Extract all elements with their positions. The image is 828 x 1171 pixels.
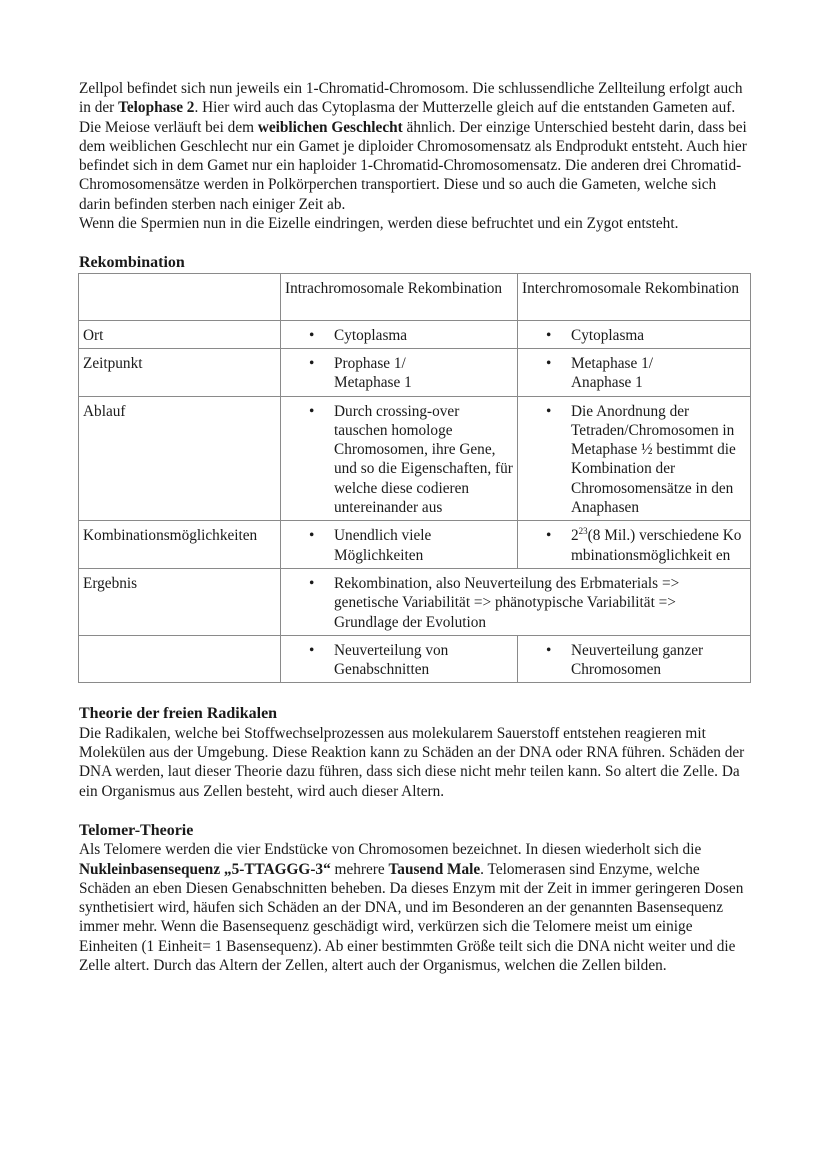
list-item: • Die Anordnung der Tetraden/Chromosomen in Metaphase ½ bestimmt die Kombination der Chromosomensätze in den Anaphasen [571, 402, 749, 518]
list-item: • Prophase 1/ Metaphase 1 [334, 354, 429, 393]
table-row [79, 320, 751, 348]
table-row [79, 521, 751, 569]
exponent: 23 [578, 526, 588, 537]
row-label: Kombinationsmöglichkeiten [79, 521, 281, 569]
row-label [79, 635, 281, 683]
list-item: • Rekombination, also Neuverteilung des Erbmaterials => genetische Variabilität => phänotypische Variabilität => Grundlage der Evolution [334, 574, 729, 632]
table-row [79, 568, 751, 635]
heading-radikale: Theorie der freien Radikalen [79, 705, 278, 723]
list-item: • Neuverteilung von Genabschnitten [334, 641, 474, 680]
row-label: Ablauf [79, 396, 281, 521]
document-page [79, 79, 751, 975]
heading-rekombination: Rekombination [79, 254, 185, 272]
header-cell-empty [79, 273, 281, 320]
row-label: Zeitpunkt [79, 348, 281, 396]
table-row [79, 348, 751, 396]
intro-paragraph-telophase: Zellpol befindet sich nun jeweils ein 1-Chromatid-Chromosom. Die schlussendliche Zellteilung erfolgt auch in der Telophase 2. Hier wird auch das Cytoplasma der Mutterzelle gleich auf die entstanden Gameten auf. [79, 80, 743, 117]
heading-telomer: Telomer-Theorie [79, 821, 194, 839]
rekombination-table [78, 273, 751, 684]
header-cell-intra: Intrachromosomale Rekombination [281, 273, 518, 320]
row-label: Ort [79, 320, 281, 348]
list-item: • Durch crossing-over tauschen homologe Chromosomen, ihre Gene, und so die Eigenschaften, für welche diese codieren untereinander aus [334, 402, 513, 518]
list-item: • Cytoplasma [571, 326, 746, 345]
intro-paragraph-befruchtung: Wenn die Spermien nun in die Eizelle eindringen, werden diese befruchtet und ein Zygot entsteht. [79, 215, 679, 233]
radikale-paragraph: Die Radikalen, welche bei Stoffwechselprozessen aus molekularem Sauerstoff entstehen reagieren mit Molekülen aus der Umgebung. Diese Reaktion kann zu Schäden an der DNA oder RNA führen. Schäden der DNA werden, laut dieser Theorie dazu führen, dass sich diese nicht mehr teilen kann. So altert die Zelle. Da ein Organismus aus Zellen besteht, wird auch dieser Altern. [79, 724, 745, 800]
list-item: • Unendlich viele Möglichkeiten [334, 526, 454, 565]
list-item: • $2^{23}(8$ Mil.) verschiedene Kombinationsmöglichkeit en [571, 526, 746, 565]
list-item: • Cytoplasma [334, 326, 513, 345]
intro-paragraph-weiblich: Die Meiose verläuft bei dem weiblichen Geschlecht ähnlich. Der einzige Unterschied besteht darin, dass bei dem weiblichen Geschlecht nur ein Gamet je diploider Chromosomensatz als Endprodukt entsteht. Auch hier befindet sich in dem Gamet nur ein haploider 1-Chromatid-Chromosomensatz. Die anderen drei Chromatid-Chromosomensätze werden in Polkörperchen transportiert. Diese und so auch die Gameten, welche sich darin befinden sterben nach einiger Zeit ab. [79, 118, 747, 213]
list-item: • Metaphase 1/ Anaphase 1 [571, 354, 671, 393]
table-row [79, 635, 751, 683]
telomer-paragraph: Als Telomere werden die vier Endstücke von Chromosomen bezeichnet. In diesen wiederholt sich die Nukleinbasensequenz „5-TTAGGG-3“ mehrere Tausend Male. Telomerasen sind Enzyme, welche Schäden an eben Diesen Genabschnitten beheben. Da dieses Enzym mit der Zeit in immer geringeren Dosen synthetisiert wird, häufen sich Schäden an der DNA, und im Besonderen an der genannten Basensequenz immer mehr. Wenn die Basensequenz geschädigt wird, verkürzen sich die Telomere meist um einige Einheiten (1 Einheit= 1 Basensequenz). Ab einer bestimmten Größe teilt sich die DNA nicht weiter und die Zelle altert. Durch das Altern der Zellen, altert auch der Organismus, welchen die Zellen bilden. [79, 841, 744, 974]
header-cell-inter: Interchromosomale Rekombination [518, 273, 751, 320]
list-item: • Neuverteilung ganzer Chromosomen [571, 641, 731, 680]
table-row [79, 396, 751, 521]
table-header-row [79, 273, 751, 320]
row-label: Ergebnis [79, 568, 281, 635]
